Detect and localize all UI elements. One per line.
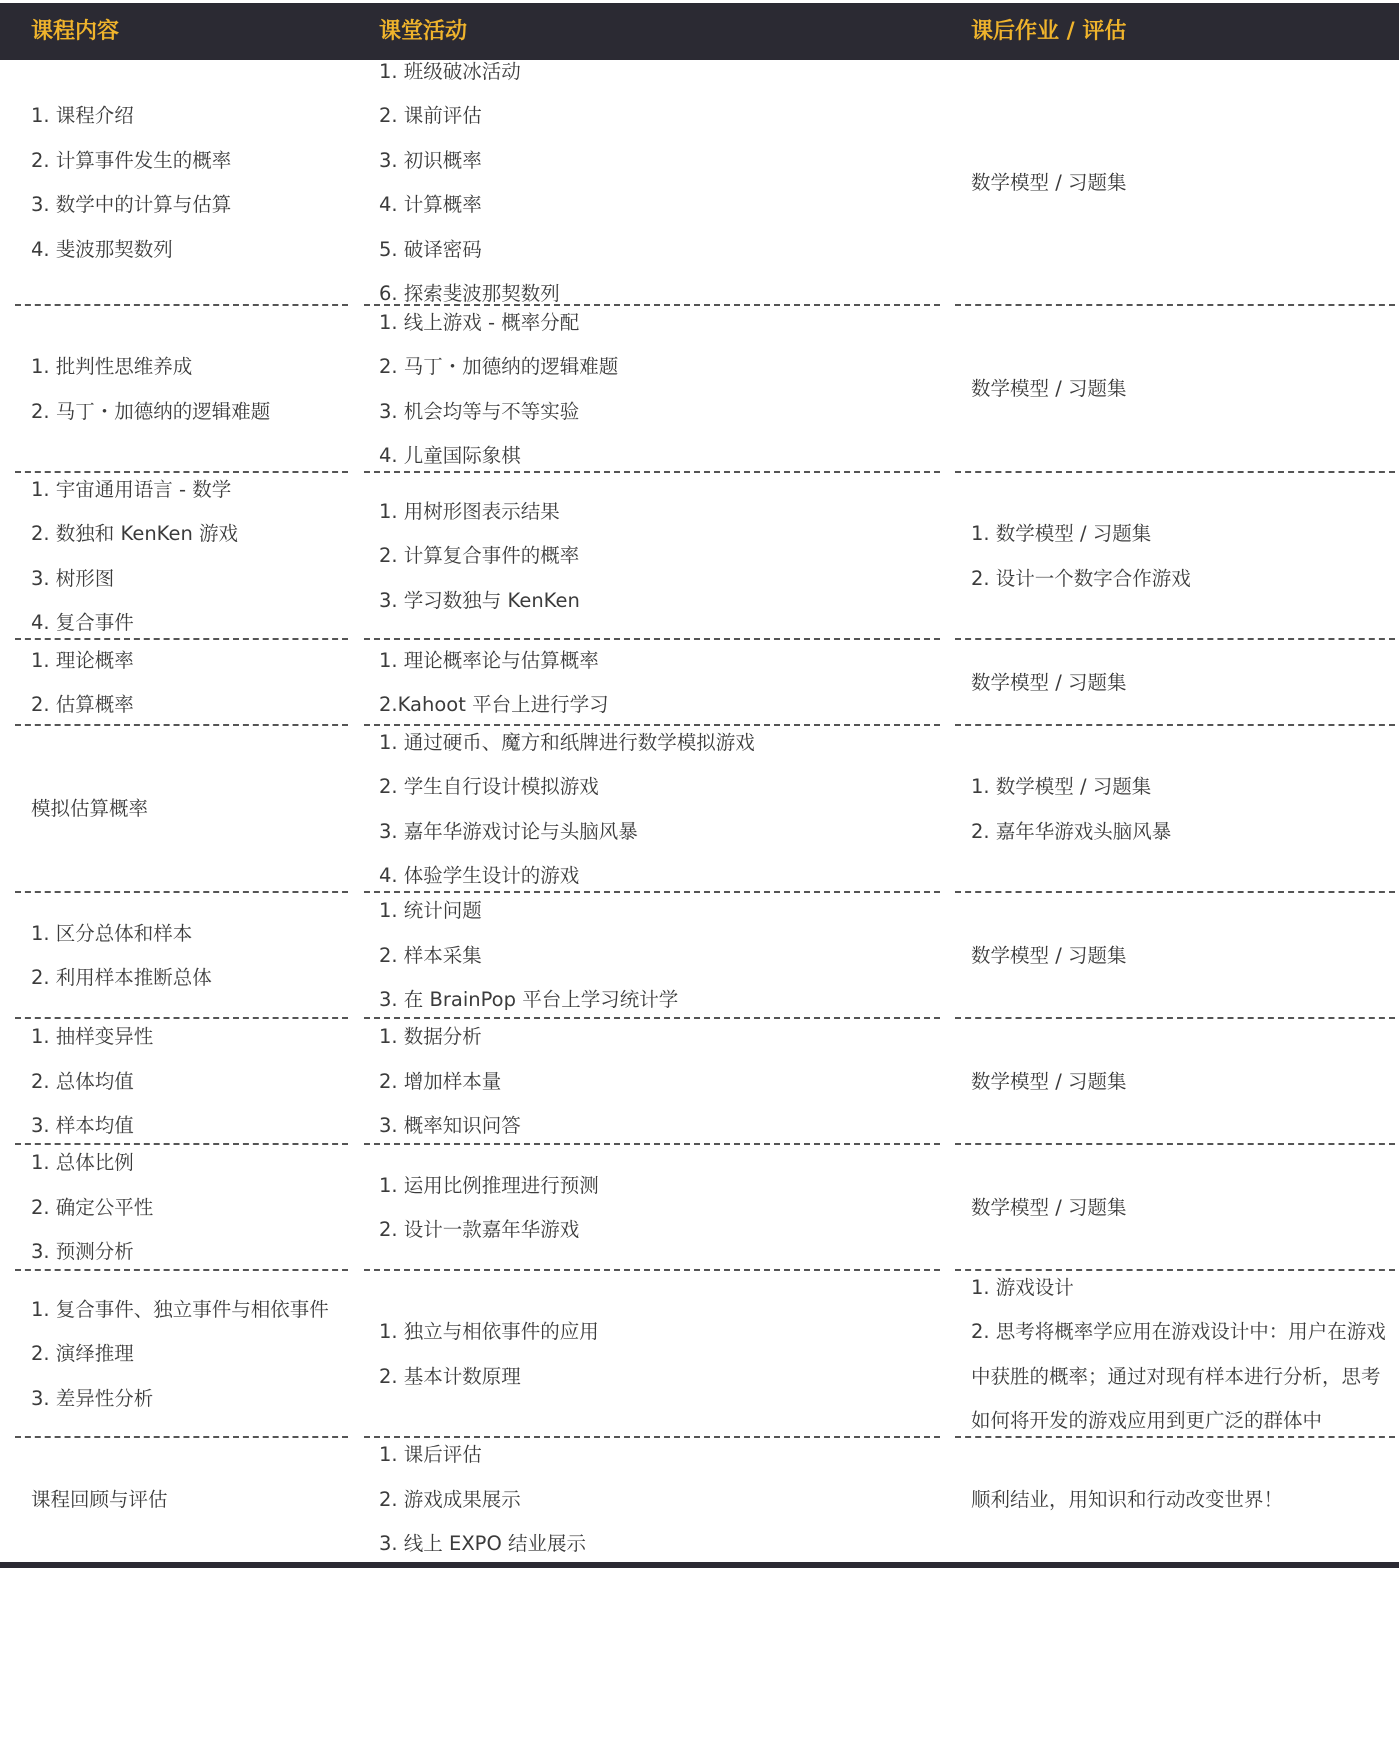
list-item: 1. 数学模型 / 习题集 (971, 522, 1152, 545)
list-item: 2. 设计一款嘉年华游戏 (379, 1218, 580, 1241)
header-homework-assessment: 课后作业 / 评估 (971, 19, 1127, 44)
course-content-cell (31, 1271, 341, 1438)
list-item: 中获胜的概率；通过对现有样本进行分析，思考 (971, 1364, 1381, 1388)
course-content-cell (31, 640, 341, 726)
list-item: 1. 批判性思维养成 (31, 355, 193, 378)
list-item: 1. 线上游戏 - 概率分配 (379, 310, 580, 334)
course-content-cell (31, 893, 341, 1019)
list-item: 1. 课程介绍 (31, 104, 134, 127)
list-item: 1. 总体比例 (31, 1151, 134, 1175)
table-body (0, 60, 1399, 1562)
table-row (0, 1438, 1399, 1562)
list-item: 6. 探索斐波那契数列 (379, 282, 560, 305)
list-item: 2.Kahoot 平台上进行学习 (379, 693, 609, 716)
course-content-cell (31, 1438, 341, 1562)
list-item: 1. 班级破冰活动 (379, 59, 521, 83)
homework-cell (971, 306, 1391, 473)
list-item: 2. 演绎推理 (31, 1342, 134, 1366)
course-content-cell (31, 1145, 341, 1271)
list-item: 2. 数独和 KenKen 游戏 (31, 522, 239, 545)
list-item: 3. 初识概率 (379, 148, 482, 172)
list-item: 1. 抽样变异性 (31, 1025, 154, 1049)
homework-cell (971, 1438, 1391, 1562)
list-item: 2. 估算概率 (31, 693, 134, 716)
list-item: 2. 马丁・加德纳的逻辑难题 (379, 355, 619, 378)
list-item: 2. 思考将概率学应用在游戏设计中：用户在游戏 (971, 1320, 1386, 1343)
list-item: 2. 学生自行设计模拟游戏 (379, 775, 599, 798)
list-item: 1. 运用比例推理进行预测 (379, 1173, 599, 1197)
list-item: 2. 样本采集 (379, 943, 482, 967)
list-item: 2. 课前评估 (379, 104, 482, 127)
list-item: 5. 破译密码 (379, 237, 482, 261)
homework-cell (971, 60, 1391, 306)
list-item: 2. 游戏成果展示 (379, 1487, 521, 1511)
homework-cell (971, 473, 1391, 640)
list-item: 课程回顾与评估 (31, 1487, 168, 1511)
list-item: 3. 概率知识问答 (379, 1114, 521, 1138)
list-item: 2. 计算事件发生的概率 (31, 148, 232, 172)
class-activities-cell (379, 473, 939, 640)
table-row (0, 893, 1399, 1019)
list-item: 3. 在 BrainPop 平台上学习统计学 (379, 988, 679, 1012)
list-item: 数学模型 / 习题集 (971, 170, 1127, 194)
list-item: 模拟估算概率 (31, 797, 149, 821)
header-class-activities: 课堂活动 (379, 19, 468, 44)
list-item: 3. 样本均值 (31, 1114, 134, 1138)
list-item: 1. 数学模型 / 习题集 (971, 775, 1152, 798)
header-course-content: 课程内容 (31, 19, 120, 44)
class-activities-cell (379, 893, 939, 1019)
list-item: 数学模型 / 习题集 (971, 943, 1127, 967)
class-activities-cell (379, 1019, 939, 1145)
table-row (0, 306, 1399, 473)
list-item: 数学模型 / 习题集 (971, 670, 1127, 694)
list-item: 1. 课后评估 (379, 1443, 482, 1467)
homework-cell (971, 893, 1391, 1019)
list-item: 数学模型 / 习题集 (971, 1069, 1127, 1093)
class-activities-cell (379, 60, 939, 306)
list-item: 1. 统计问题 (379, 899, 482, 923)
table-bottom-bar (0, 1562, 1399, 1568)
list-item: 3. 树形图 (31, 566, 115, 590)
list-item: 2. 嘉年华游戏头脑风暴 (971, 819, 1172, 843)
table-row (0, 640, 1399, 726)
list-item: 3. 线上 EXPO 结业展示 (379, 1532, 586, 1556)
list-item: 数学模型 / 习题集 (971, 377, 1127, 401)
course-content-cell (31, 473, 341, 640)
course-content-cell (31, 60, 341, 306)
list-item: 1. 理论概率 (31, 648, 134, 672)
list-item: 2. 利用样本推断总体 (31, 966, 212, 989)
list-item: 1. 独立与相依事件的应用 (379, 1320, 599, 1343)
list-item: 2. 增加样本量 (379, 1069, 502, 1093)
list-item: 2. 总体均值 (31, 1069, 134, 1093)
table-row (0, 1019, 1399, 1145)
class-activities-cell (379, 1271, 939, 1438)
course-content-cell (31, 1019, 341, 1145)
list-item: 顺利结业，用知识和行动改变世界！ (971, 1487, 1284, 1511)
list-item: 4. 计算概率 (379, 193, 482, 216)
class-activities-cell (379, 1438, 939, 1562)
course-content-cell (31, 306, 341, 473)
list-item: 2. 马丁・加德纳的逻辑难题 (31, 399, 271, 423)
curriculum-table (0, 3, 1399, 1562)
table-row (0, 726, 1399, 893)
homework-cell (971, 640, 1391, 726)
list-item: 1. 复合事件、独立事件与相依事件 (31, 1297, 329, 1321)
class-activities-cell (379, 640, 939, 726)
list-item: 3. 数学中的计算与估算 (31, 193, 232, 216)
list-item: 4. 体验学生设计的游戏 (379, 864, 580, 887)
class-activities-cell (379, 1145, 939, 1271)
class-activities-cell (379, 306, 939, 473)
list-item: 1. 游戏设计 (971, 1275, 1074, 1299)
list-item: 数学模型 / 习题集 (971, 1195, 1127, 1219)
list-item: 2. 设计一个数字合作游戏 (971, 566, 1191, 590)
list-item: 如何将开发的游戏应用到更广泛的群体中 (971, 1409, 1323, 1432)
list-item: 3. 学习数独与 KenKen (379, 588, 580, 612)
homework-cell (971, 1271, 1391, 1438)
homework-cell (971, 1145, 1391, 1271)
list-item: 2. 基本计数原理 (379, 1364, 521, 1388)
list-item: 1. 区分总体和样本 (31, 921, 193, 945)
table-row (0, 473, 1399, 640)
list-item: 1. 通过硬币、魔方和纸牌进行数学模拟游戏 (379, 730, 755, 754)
list-item: 1. 数据分析 (379, 1025, 482, 1049)
list-item: 1. 理论概率论与估算概率 (379, 648, 599, 672)
table-row (0, 60, 1399, 306)
list-item: 3. 机会均等与不等实验 (379, 399, 580, 423)
course-content-cell (31, 726, 341, 893)
list-item: 3. 差异性分析 (31, 1386, 154, 1410)
list-item: 4. 斐波那契数列 (31, 237, 173, 261)
list-item: 4. 复合事件 (31, 611, 134, 634)
list-item: 1. 用树形图表示结果 (379, 499, 560, 523)
list-item: 3. 预测分析 (31, 1240, 134, 1264)
list-item: 3. 嘉年华游戏讨论与头脑风暴 (379, 819, 638, 843)
homework-cell (971, 726, 1391, 893)
list-item: 1. 宇宙通用语言 - 数学 (31, 477, 232, 501)
table-row (0, 1145, 1399, 1271)
list-item: 4. 儿童国际象棋 (379, 444, 521, 467)
list-item: 2. 计算复合事件的概率 (379, 544, 580, 568)
list-item: 2. 确定公平性 (31, 1195, 154, 1219)
homework-cell (971, 1019, 1391, 1145)
table-row (0, 1271, 1399, 1438)
class-activities-cell (379, 726, 939, 893)
